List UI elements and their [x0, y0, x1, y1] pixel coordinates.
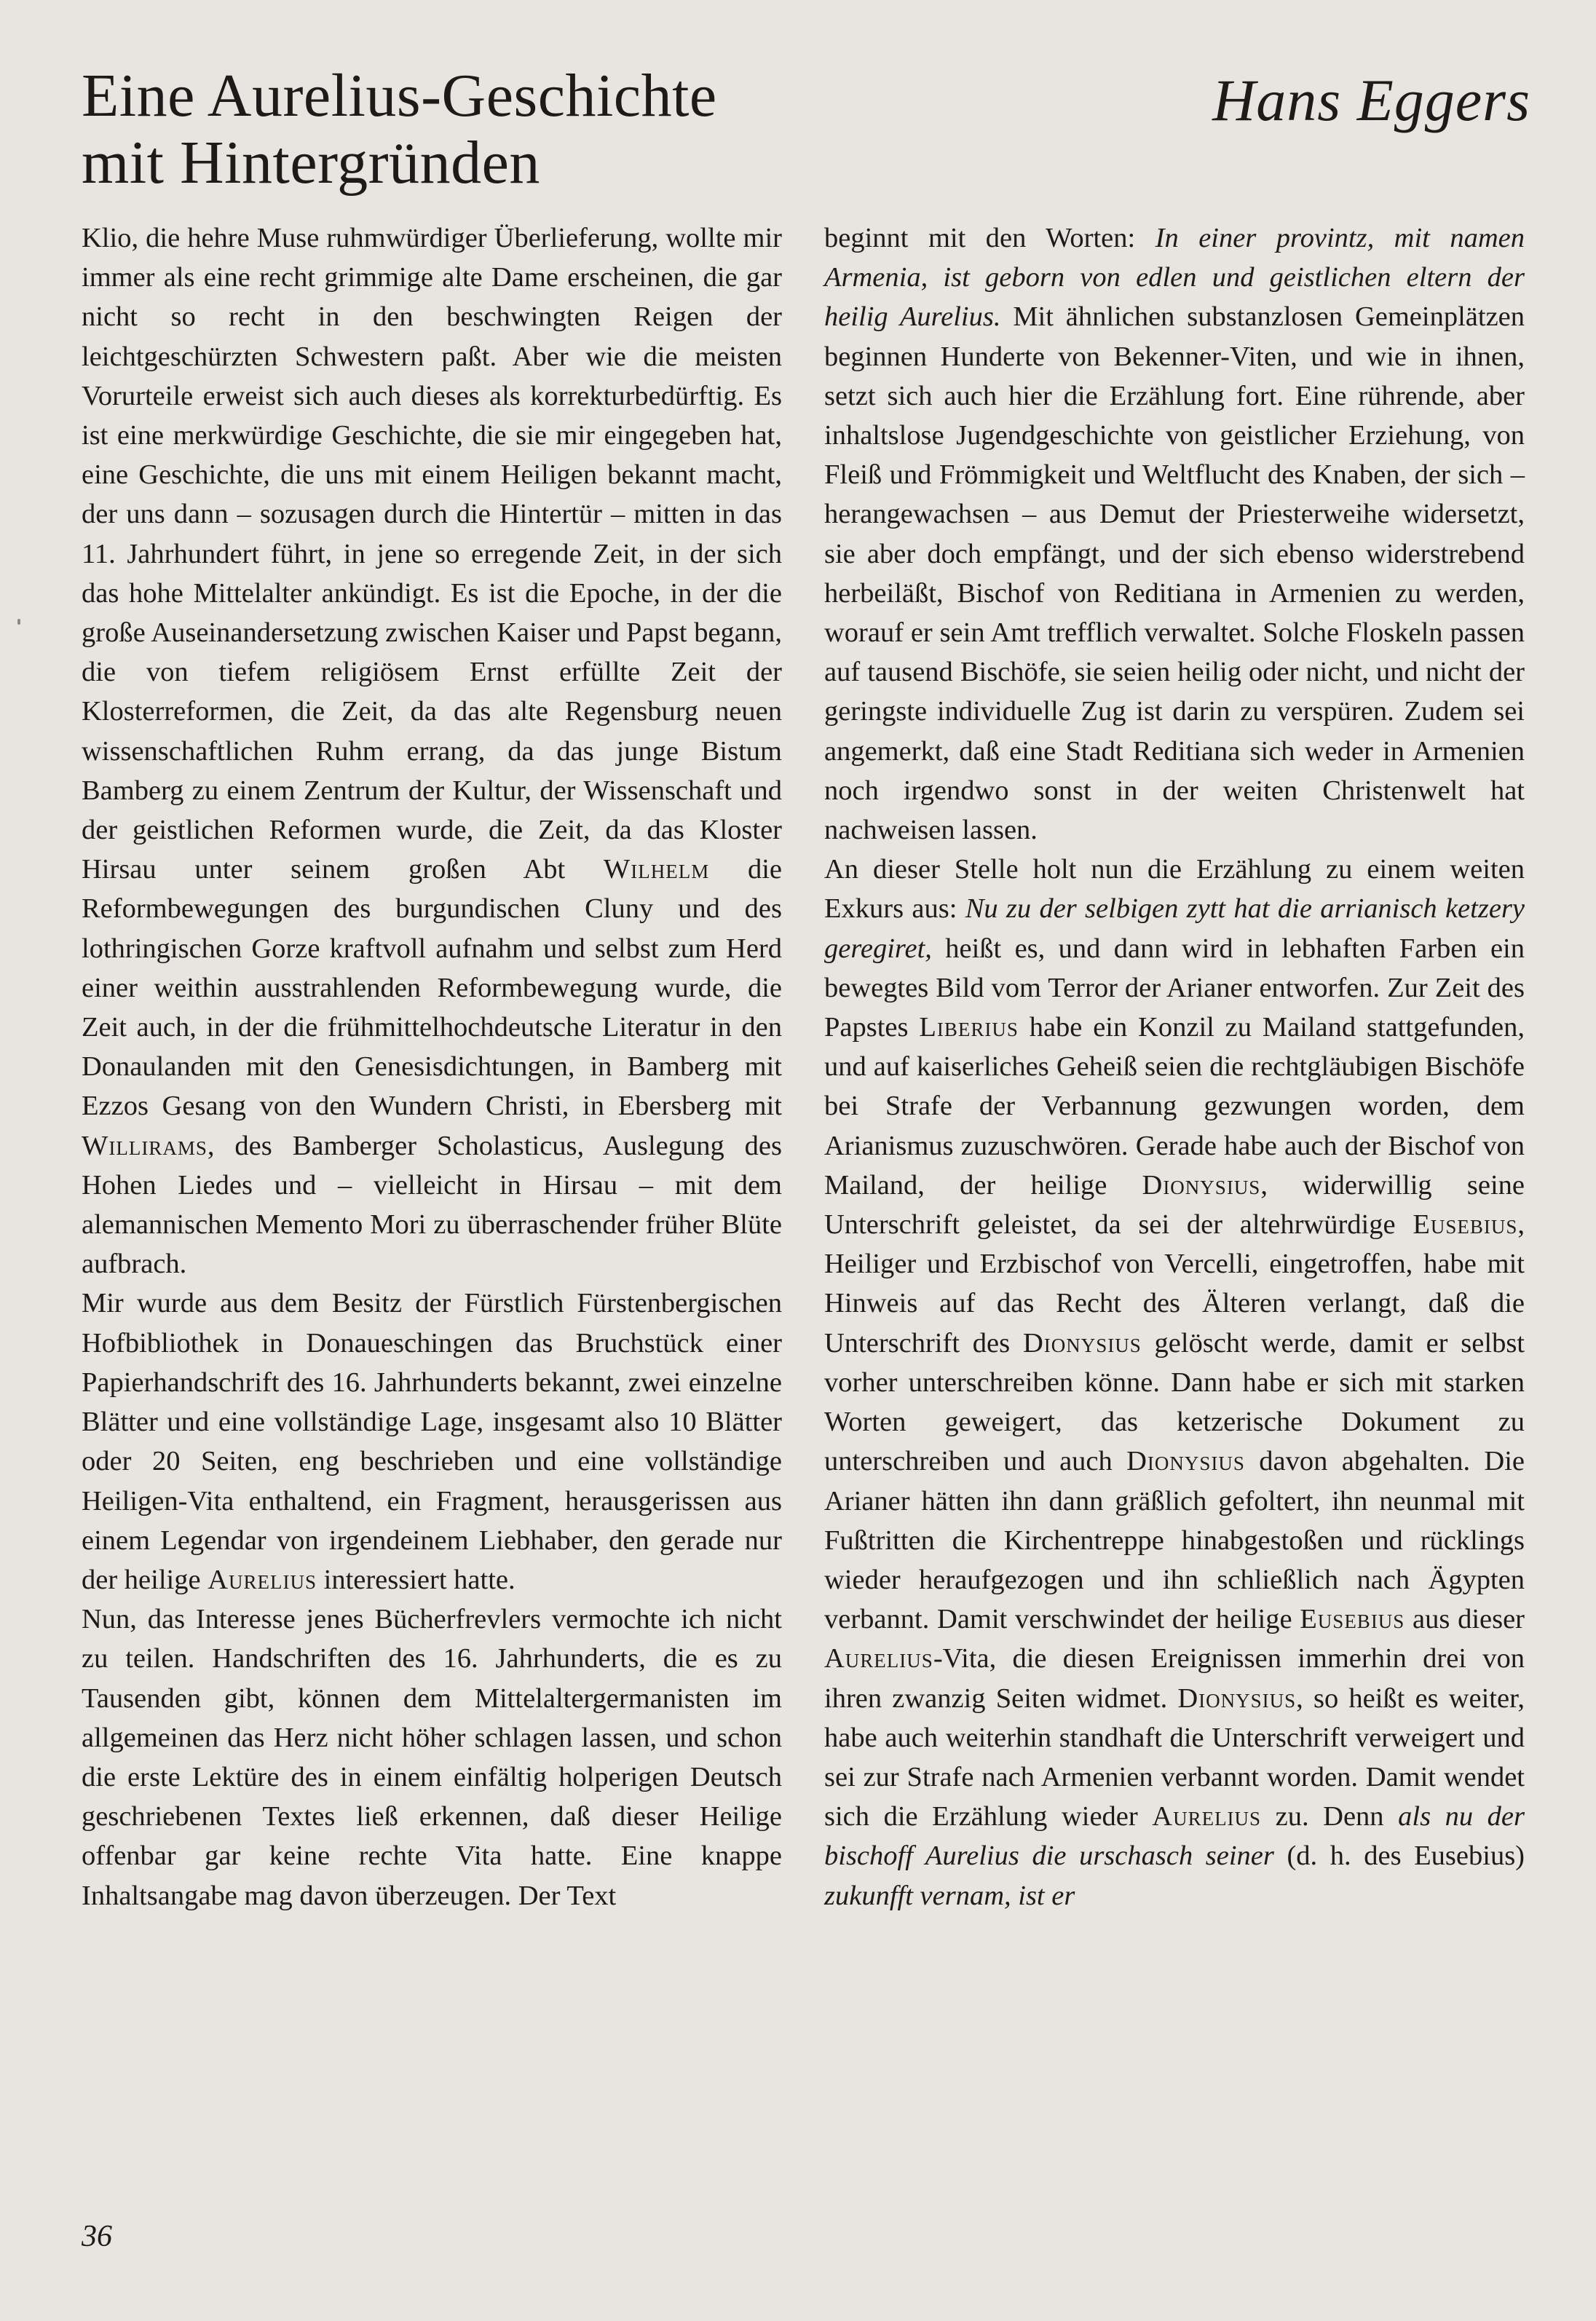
paragraph-excursus — [824, 850, 1525, 1915]
text-run: aus dieser — [1405, 1604, 1525, 1635]
name-dionysius: Dionysius — [1126, 1446, 1245, 1477]
quote-incipit: In einer provintz, mit namen Armenia, ist geborn von edlen und geistlichen eltern der heilig Aurelius. — [824, 223, 1525, 333]
name-aurelius: Aurelius — [1152, 1801, 1262, 1832]
text-run: (d. h. des Eusebius) — [1273, 1840, 1525, 1872]
left-column — [82, 218, 782, 1915]
name-dionysius: Dionysius — [1177, 1683, 1297, 1714]
title-line-2: mit Hintergründen — [82, 129, 540, 197]
text-run: gelöscht werde, damit er selbst vorher unterschreiben könne. Dann habe er sich mit starken Worten geweigert, das ketzerische Dokument zu unterschreiben und auch — [824, 1327, 1525, 1477]
text-run: interessiert hatte. — [317, 1564, 515, 1595]
title-line-1: Eine Aurelius-Geschichte — [82, 62, 717, 130]
text-run: zu. Denn — [1261, 1801, 1399, 1832]
text-run: Mit ähnlichen substanzlosen Gemeinplätzen beginnen Hunderte von Bekenner-Viten, und wie in ihnen, setzt sich auch hier die Erzählung fort. Eine rührende, aber inhaltslose Jugendgeschichte von geistlicher Erziehung, von Fleiß und Frömmigkeit und Weltflucht des Knaben, der sich – herangewachsen – aus Demut der Priesterweihe widersetzt, sie aber doch empfängt, und der sich ebenso widerstrebend herbeiläßt, Bischof von Reditiana in Armenien zu werden, worauf er sein Amt trefflich verwaltet. Solche Floskeln passen auf tausend Bischöfe, sie seien heilig oder nicht, und nicht der geringste individuelle Zug ist darin zu verspüren. Zudem sei angemerkt, daß eine Stadt Reditiana sich weder in Armenien noch irgendwo sonst in der weiten Christenwelt hat nachweisen lassen. — [824, 301, 1525, 846]
paragraph-interest — [82, 1600, 782, 1915]
name-wilhelm: Wilhelm — [603, 854, 710, 885]
text-run: heißt es, und dann wird in lebhaften Farben ein bewegtes Bild vom Terror der Arianer entworfen. Zur Zeit des Papstes — [824, 933, 1525, 1043]
name-willirams: Willirams — [82, 1130, 208, 1161]
name-eusebius: Eusebius — [1413, 1209, 1518, 1241]
page-number: 36 — [82, 2220, 112, 2253]
paragraph-intro — [82, 218, 782, 1284]
text-run: , des Bamberger Scholasticus, Auslegung des Hohen Liedes und – vielleicht in Hirsau – mit dem alemannischen Memento Mori zu überraschender früher Blüte aufbrach. — [82, 1130, 782, 1280]
name-aurelius: Aurelius — [824, 1643, 933, 1674]
name-dionysius: Dionysius — [1142, 1169, 1261, 1201]
name-dionysius: Dionysius — [1022, 1327, 1142, 1359]
name-eusebius: Eusebius — [1300, 1604, 1405, 1635]
article-title — [82, 63, 717, 197]
text-run: Klio, die hehre Muse ruhmwürdiger Überlieferung, wollte mir immer als eine recht grimmige alte Dame erscheinen, die gar nicht so recht in den beschwingten Reigen der leichtgeschürzten Schwestern paßt. Aber wie die meisten Vorurteile erweist sich auch dieses als korrekturbedürftig. Es ist eine merkwürdige Geschichte, die sie mir eingegeben hat, eine Geschichte, die uns mit einem Heiligen bekannt macht, der uns dann – sozusagen durch die Hintertür – mitten in das 11. Jahrhundert führt, in jene so erregende Zeit, in der sich das hohe Mittelalter ankündigt. Es ist die Epoche, in der die große Auseinandersetzung zwischen Kaiser und Papst begann, die von tiefem religiösem Ernst erfüllte Zeit der Klosterreformen, die Zeit, da das alte Regensburg neuen wissenschaftlichen Ruhm errang, da das junge Bistum Bamberg zu einem Zentrum der Kultur, der Wissenschaft und der geistlichen Reformen wurde, die Zeit, da das Kloster Hirsau unter seinem großen Abt — [82, 223, 782, 885]
text-run: beginnt mit den Worten: — [824, 223, 1155, 253]
text-run: Mir wurde aus dem Besitz der Fürstlich Fürstenbergischen Hofbibliothek in Donaueschingen das Bruchstück einer Papierhandschrift des 16. Jahrhunderts bekannt, zwei einzelne Blätter und eine vollständige Lage, insgesamt also 10 Blätter oder 20 Seiten, eng beschrieben und eine vollständige Heiligen-Vita enthaltend, ein Fragment, herausgerissen aus einem Legendar von irgendeinem Liebhaber, den gerade nur der heilige — [82, 1288, 782, 1595]
quote-bishop: als nu der bischoff Aurelius die urschasch seiner — [824, 1801, 1525, 1872]
text-run: , so heißt es weiter, habe auch weiterhin standhaft die Unterschrift verweigert und sei zur Strafe nach Armenien verbannt worden. Damit wendet sich die Erzählung wieder — [824, 1683, 1525, 1832]
text-run: Nun, das Interesse jenes Bücherfrevlers vermochte ich nicht zu teilen. Handschriften des 16. Jahrhunderts, die es zu Tausenden gibt, können dem Mittelaltergermanisten im allgemeinen das Herz nicht höher schlagen lassen, und schon die erste Lektüre des in einem einfältig holperigen Deutsch geschriebenen Textes ließ erkennen, daß dieser Heilige offenbar gar keine rechte Vita hatte. Eine knappe Inhaltsangabe mag davon überzeugen. Der Text — [82, 1604, 782, 1911]
text-run: , Heiliger und Erzbischof von Vercelli, eingetroffen, habe mit Hinweis auf das Recht des Älteren verlangt, daß die Unterschrift des — [824, 1209, 1525, 1359]
quote-arianism: Nu zu der selbigen zytt hat die arrianisch ketzery geregiret, — [824, 893, 1525, 964]
paragraph-manuscript — [82, 1284, 782, 1600]
quote-arrival: zukunfft vernam, ist er — [824, 1880, 1075, 1911]
scan-speck — [17, 619, 20, 625]
text-run: habe ein Konzil zu Mailand stattgefunden, und auf kaiserliches Geheiß seien die rechtgläubigen Bischöfe bei Strafe der Verbannung gezwungen worden, dem Arianismus zuzuschwören. Gerade habe auch der Bischof von Mailand, der heilige — [824, 1012, 1525, 1201]
text-run: An dieser Stelle holt nun die Erzählung zu einem weiten Exkurs aus: — [824, 854, 1525, 925]
right-column — [824, 218, 1525, 1915]
text-run: die Reformbewegungen des burgundischen Cluny und des lothringischen Gorze kraftvoll aufnahm und selbst zum Herd einer weithin ausstrahlenden Reformbewegung wurde, die Zeit auch, in der die frühmittelhochdeutsche Literatur in den Donaulanden mit den Genesisdichtungen, in Bamberg mit Ezzos Gesang von den Wundern Christi, in Ebersberg mit — [82, 854, 782, 1122]
text-run: -Vita, die diesen Ereignissen immerhin drei von ihren zwanzig Seiten widmet. — [824, 1643, 1525, 1714]
text-run: , widerwillig seine Unterschrift geleistet, da sei der altehrwürdige — [824, 1169, 1525, 1241]
paragraph-vita-opening — [824, 218, 1525, 850]
author-name: Hans Eggers — [1212, 67, 1530, 133]
name-aurelius: Aurelius — [208, 1564, 317, 1595]
text-run: davon abgehalten. Die Arianer hätten ihn dann gräßlich gefoltert, ihn neunmal mit Fußtritten die Kirchentreppe hinabgestoßen und rücklings wieder heraufgezogen und ihn schließlich nach Ägypten verbannt. Damit verschwindet der heilige — [824, 1446, 1525, 1635]
name-liberius: Liberius — [919, 1012, 1019, 1043]
